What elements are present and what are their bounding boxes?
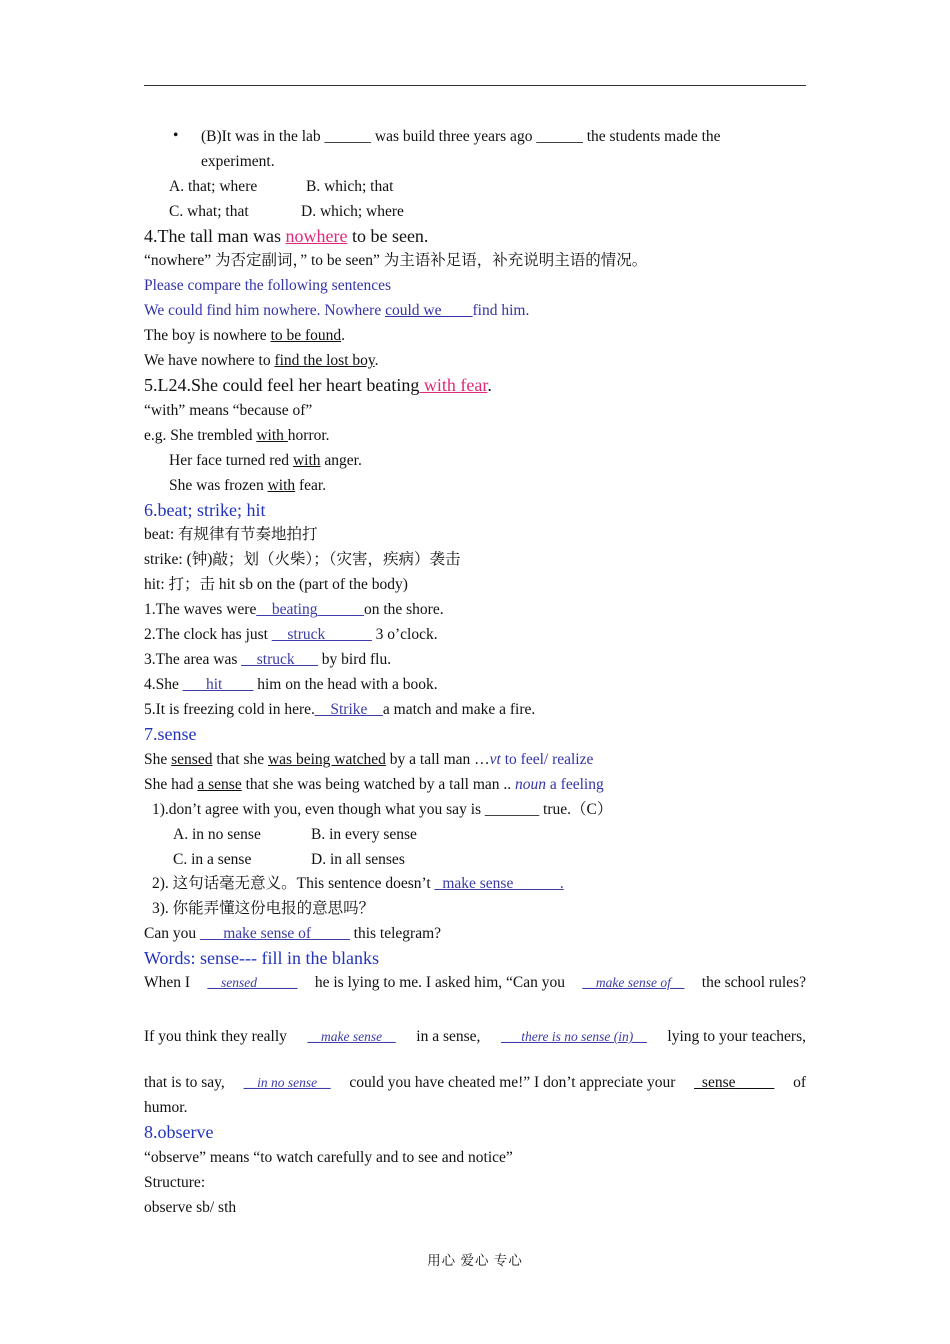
sense-option-b: B. in every sense xyxy=(311,826,417,843)
fill-blank-line-2: If you think they really __make sense__ in a sense, ___there is no sense (in)__ lying to your teachers, xyxy=(144,1028,806,1045)
sense-question-3: 3). 你能弄懂这份电报的意思吗？ xyxy=(152,900,375,917)
sense-option-a: A. in no sense xyxy=(173,826,261,843)
section-6-heading: 6.beat; strike; hit xyxy=(144,500,266,520)
with-example-2: Her face turned red with anger. xyxy=(169,452,362,469)
highlight-nowhere: nowhere xyxy=(285,226,348,246)
handwritten-in-no-sense: __in no sense__ xyxy=(243,1075,331,1090)
handwritten-make-sense: __make sense__ xyxy=(307,1029,396,1044)
compare-example-2: The boy is nowhere to be found. xyxy=(144,327,346,344)
page-footer: 用心 爱心 专心 xyxy=(427,1253,523,1268)
fill-blank-line-3: that is to say, __in no sense__ could you have cheated me!” I don’t appreciate your _sense_____ of xyxy=(144,1074,806,1091)
words-heading: Words: sense--- fill in the blanks xyxy=(144,948,380,968)
compare-example-1: We could find him nowhere. Nowhere could we____find him. xyxy=(144,302,530,319)
exercise-6-4: 4.She ___hit____ him on the head with a book. xyxy=(144,676,438,693)
beat-definition: beat: 有规律有节奏地拍打 xyxy=(144,526,318,543)
question-b-line1: (B)It was in the lab ______ was build three years ago ______ the students made the xyxy=(201,128,721,145)
fill-blank-line-1: When I __sensed______ he is lying to me. I asked him, “Can you __make sense of__ the school rules? xyxy=(144,974,806,991)
compare-instruction: Please compare the following sentences xyxy=(144,277,392,294)
sense-question-1: 1).don’t agree with you, even though what you say is _______ true.（C） xyxy=(152,801,613,818)
answer-beating: __beating______ xyxy=(256,601,364,618)
with-example-1: e.g. She trembled with horror. xyxy=(144,427,330,444)
sense-noun-example: She had a sense that she was being watched by a tall man .. noun a feeling xyxy=(144,776,604,793)
option-a: A. that; where xyxy=(169,178,258,195)
exercise-6-3: 3.The area was __struck___ by bird flu. xyxy=(144,651,392,668)
answer-struck-1: __struck______ xyxy=(271,626,372,643)
hit-definition: hit: 打；击 hit sb on the (part of the body) xyxy=(144,576,408,593)
answer-sense: _sense_____ xyxy=(694,1074,775,1091)
header-rule xyxy=(144,85,806,86)
sense-option-c: C. in a sense xyxy=(173,851,252,868)
strike-definition: strike: (钟)敲；划（火柴）；（灾害，疾病）袭击 xyxy=(144,551,461,568)
observe-pattern: observe sb/ sth xyxy=(144,1199,237,1216)
question-b-line2: experiment. xyxy=(201,153,275,170)
handwritten-there-is-no-sense-in: ___there is no sense (in)__ xyxy=(501,1029,647,1044)
answer-struck-2: __struck___ xyxy=(241,651,318,668)
structure-label: Structure: xyxy=(144,1174,206,1191)
highlight-with-fear: with fear xyxy=(419,375,488,395)
sense-option-d: D. in all senses xyxy=(311,851,405,868)
answer-hit: ___hit____ xyxy=(182,676,254,693)
exercise-6-2: 2.The clock has just __struck______ 3 o’clock. xyxy=(144,626,438,643)
handwritten-make-sense-of: __make sense of__ xyxy=(582,975,685,990)
exercise-6-1: 1.The waves were__beating______on the shore. xyxy=(144,601,444,618)
with-example-3: She was frozen with fear. xyxy=(169,477,327,494)
section-7-heading: 7.sense xyxy=(144,724,197,744)
bullet: • xyxy=(173,127,179,144)
sense-question-3-english: Can you ___make sense of_____ this telegram? xyxy=(144,925,442,942)
with-meaning: “with” means “because of” xyxy=(144,402,313,419)
handwritten-sensed: __sensed______ xyxy=(207,975,298,990)
section-4-heading: 4.The tall man was nowhere to be seen. xyxy=(144,226,429,246)
answer-strike: __Strike__ xyxy=(314,701,383,718)
compare-example-3: We have nowhere to find the lost boy. xyxy=(144,352,379,369)
option-b: B. which; that xyxy=(306,178,394,195)
option-d: D. which; where xyxy=(301,203,404,220)
section-5-heading: 5.L24.She could feel her heart beating with fear. xyxy=(144,375,492,395)
sense-question-2: 2). 这句话毫无意义。This sentence doesn’t _make sense______. xyxy=(152,875,564,892)
option-c: C. what; that xyxy=(169,203,249,220)
section-8-heading: 8.observe xyxy=(144,1122,214,1142)
fill-blank-line-4: humor. xyxy=(144,1099,188,1116)
observe-meaning: “observe” means “to watch carefully and to see and notice” xyxy=(144,1149,513,1166)
sense-verb-example: She sensed that she was being watched by a tall man …vt to feel/ realize xyxy=(144,751,594,768)
section-4-note: “nowhere” 为否定副词，” to be seen” 为主语补足语，补充说明主语的情况。 xyxy=(144,252,648,269)
answer-make-sense: _make sense______. xyxy=(434,875,564,892)
answer-make-sense-of: ___make sense of_____ xyxy=(199,925,350,942)
exercise-6-5: 5.It is freezing cold in here.__Strike__a match and make a fire. xyxy=(144,701,536,718)
